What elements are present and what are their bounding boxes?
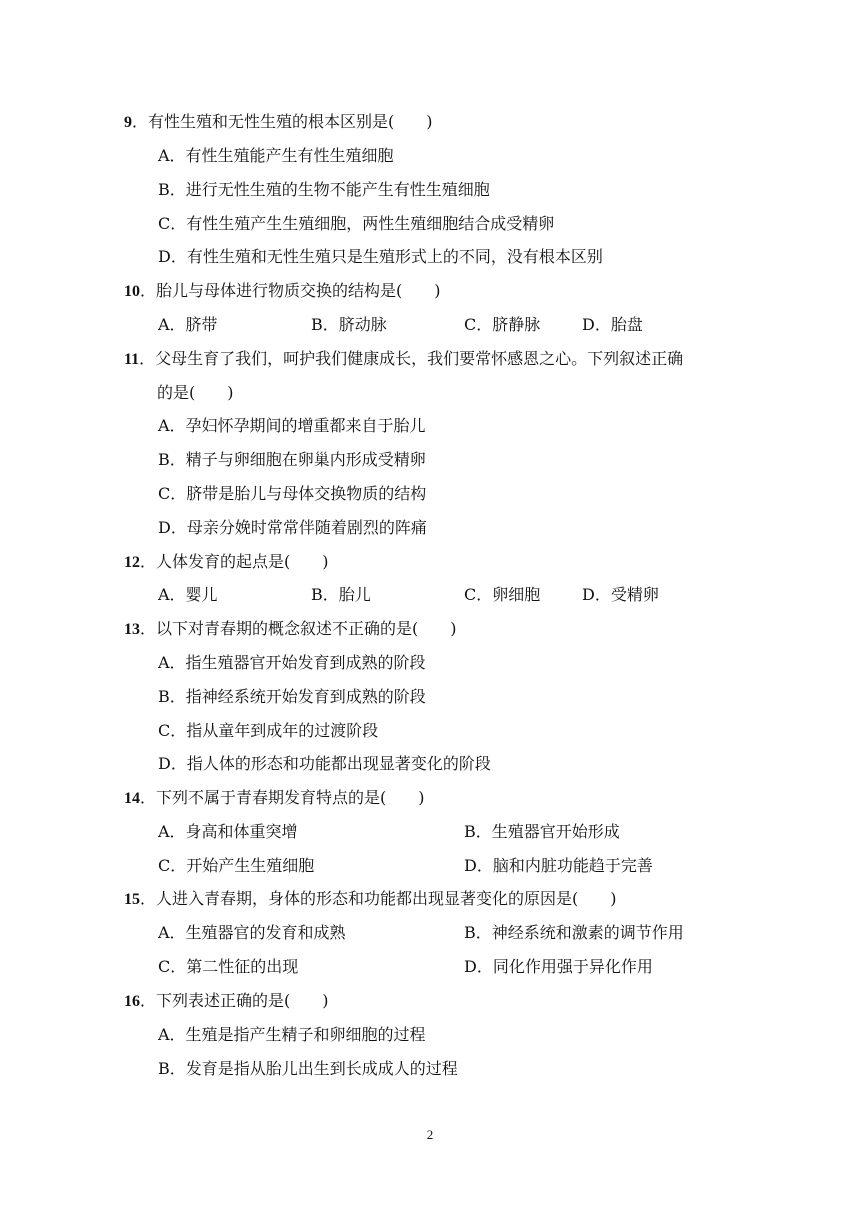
question-11-option-d: D．母亲分娩时常常伴随着剧烈的阵痛: [158, 518, 427, 537]
question-9-stem: [124, 111, 433, 133]
question-15-option-c: C．第二性征的出现: [158, 957, 299, 976]
question-13-option-d: D．指人体的形态和功能都出现显著变化的阶段: [158, 754, 491, 773]
question-16-stem: [124, 990, 329, 1012]
question-12-option-b: B．胎儿: [311, 585, 371, 604]
question-15-option-d: D．同化作用强于异化作用: [464, 957, 653, 976]
question-number: 10: [124, 283, 140, 300]
question-9-option-c: C．有性生殖产生生殖细胞，两性生殖细胞结合成受精卵: [158, 214, 555, 233]
question-12-option-a: A．婴儿: [158, 585, 218, 604]
question-14-options-row-1: [0, 821, 860, 843]
question-text: ．有性生殖和无性生殖的根本区别是( ): [132, 112, 433, 131]
page-number: 2: [426, 1127, 434, 1142]
question-16-option-a: A．生殖是指产生精子和卵细胞的过程: [158, 1025, 426, 1044]
question-15-option-b: B．神经系统和激素的调节作用: [464, 923, 684, 942]
question-12-option-d: D．受精卵: [582, 585, 659, 604]
question-14-stem: [124, 787, 425, 809]
question-number: 13: [124, 621, 140, 638]
question-13-stem: [124, 618, 457, 640]
question-16-option-b: B．发育是指从胎儿出生到长成成人的过程: [158, 1059, 458, 1078]
question-10-option-b: B．脐动脉: [311, 315, 387, 334]
question-9-option-b: B．进行无性生殖的生物不能产生有性生殖细胞: [158, 180, 490, 199]
question-11-stem-continued: 的是( ): [157, 383, 234, 402]
question-10-option-c: C．脐静脉: [464, 315, 541, 334]
question-11-option-a: A．孕妇怀孕期间的增重都来自于胎儿: [158, 416, 426, 435]
question-text: ．胎儿与母体进行物质交换的结构是( ): [140, 281, 441, 300]
question-text: ．下列表述正确的是( ): [140, 991, 329, 1010]
question-text: ．以下对青春期的概念叙述不正确的是( ): [140, 619, 457, 638]
question-text: ．人体发育的起点是( ): [140, 552, 329, 571]
question-13-option-b: B．指神经系统开始发育到成熟的阶段: [158, 687, 426, 706]
question-12-options: [0, 584, 860, 606]
question-14-option-b: B．生殖器官开始形成: [464, 822, 620, 841]
question-10-option-d: D．胎盘: [582, 315, 643, 334]
question-10-options: [0, 314, 860, 336]
question-number: 11: [124, 351, 140, 368]
question-number: 9: [124, 114, 132, 131]
question-12-option-c: C．卵细胞: [464, 585, 541, 604]
question-text: ．父母生育了我们，呵护我们健康成长，我们要常怀感恩之心。下列叙述正确: [139, 349, 684, 368]
question-14-option-a: A．身高和体重突增: [158, 822, 298, 841]
question-14-option-d: D．脑和内脏功能趋于完善: [464, 856, 653, 875]
question-10-stem: [124, 280, 441, 302]
question-number: 16: [124, 993, 140, 1010]
question-text: ．人进入青春期，身体的形态和功能都出现显著变化的原因是( ): [140, 889, 617, 908]
question-13-option-c: C．指从童年到成年的过渡阶段: [158, 721, 379, 740]
question-15-option-a: A．生殖器官的发育和成熟: [158, 923, 346, 942]
question-number: 14: [124, 790, 140, 807]
question-11-stem: [124, 348, 683, 370]
question-9-option-a: A．有性生殖能产生有性生殖细胞: [158, 146, 394, 165]
question-12-stem: [124, 551, 329, 573]
question-11-option-b: B．精子与卵细胞在卵巢内形成受精卵: [158, 450, 426, 469]
question-number: 15: [124, 891, 140, 908]
question-13-option-a: A．指生殖器官开始发育到成熟的阶段: [158, 653, 426, 672]
question-15-options-row-1: [0, 922, 860, 944]
question-11-option-c: C．脐带是胎儿与母体交换物质的结构: [158, 484, 427, 503]
question-text: ．下列不属于青春期发育特点的是( ): [140, 788, 425, 807]
question-14-options-row-2: [0, 855, 860, 877]
question-15-options-row-2: [0, 956, 860, 978]
question-15-stem: [124, 888, 617, 910]
question-9-option-d: D．有性生殖和无性生殖只是生殖形式上的不同，没有根本区别: [158, 247, 603, 266]
question-14-option-c: C．开始产生生殖细胞: [158, 856, 315, 875]
question-10-option-a: A．脐带: [158, 315, 218, 334]
question-number: 12: [124, 554, 140, 571]
